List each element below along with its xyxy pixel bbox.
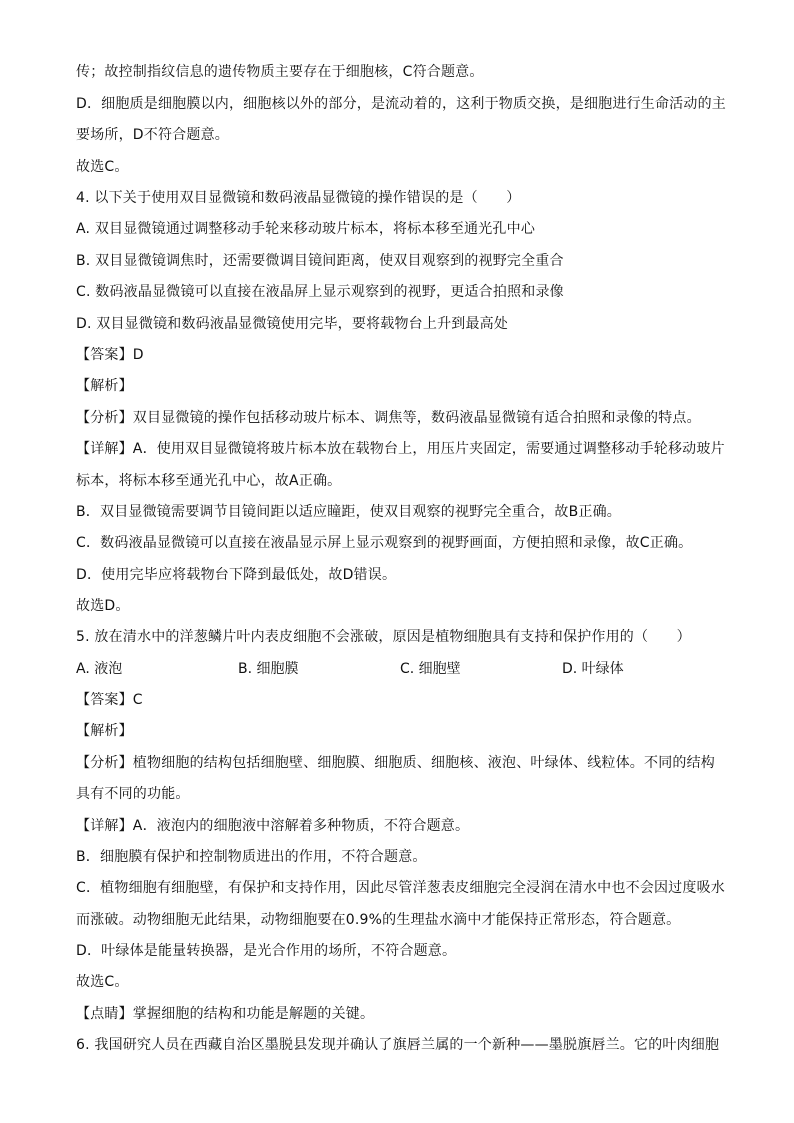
analysis-label: 【解析】 <box>76 723 133 739</box>
question-6-stem: 6. 我国研究人员在西藏自治区墨脱县发现并确认了旗唇兰属的一个新种——墨脱旗唇兰。它的叶肉细胞 <box>76 1037 720 1053</box>
text-line: 故选C。 <box>76 159 129 175</box>
text-line: 【点睛】掌握细胞的结构和功能是解题的关键。 <box>76 1006 375 1022</box>
question-5-option-a: A. 液泡 <box>76 661 123 677</box>
text-line: C．数码液晶显微镜可以直接在液晶显示屏上显示观察到的视野画面，方便拍照和录像，故C正确。 <box>76 535 693 551</box>
text-line: 【详解】A．液泡内的细胞液中溶解着多种物质，不符合题意。 <box>76 818 470 834</box>
answer-label: 【答案】C <box>76 692 143 708</box>
answer-label: 【答案】D <box>76 347 144 363</box>
text-line: 【分析】植物细胞的结构包括细胞壁、细胞膜、细胞质、细胞核、液泡、叶绿体、线粒体。不同的结构 <box>76 755 715 771</box>
analysis-label: 【解析】 <box>76 378 133 394</box>
text-line: 【分析】双目显微镜的操作包括移动玻片标本、调焦等，数码液晶显微镜有适合拍照和录像的特点。 <box>76 410 701 426</box>
text-line: 故选D。 <box>76 598 130 614</box>
question-5-option-d: D. 叶绿体 <box>562 661 624 677</box>
text-line: B．双目显微镜需要调节目镜间距以适应瞳距，使双目观察的视野完全重合，故B正确。 <box>76 504 622 520</box>
text-line: B．细胞膜有保护和控制物质进出的作用，不符合题意。 <box>76 849 427 865</box>
text-line: D．使用完毕应将载物台下降到最低处，故D错误。 <box>76 567 397 583</box>
question-4-option-a: A. 双目显微镜通过调整移动手轮来移动玻片标本，将标本移至通光孔中心 <box>76 221 536 237</box>
question-5-option-c: C. 细胞壁 <box>400 661 461 677</box>
question-4-option-d: D. 双目显微镜和数码液晶显微镜使用完毕，要将载物台上升到最高处 <box>76 316 509 332</box>
question-4-option-c: C. 数码液晶显微镜可以直接在液晶屏上显示观察到的视野，更适合拍照和录像 <box>76 284 564 300</box>
text-line: 传；故控制指纹信息的遗传物质主要存在于细胞核，C符合题意。 <box>76 64 484 80</box>
text-line: 而涨破。动物细胞无此结果，动物细胞要在0.9%的生理盐水滴中才能保持正常形态，符合题意。 <box>76 912 681 928</box>
text-line: 故选C。 <box>76 974 129 990</box>
question-4-option-b: B. 双目显微镜调焦时，还需要微调目镜间距离，使双目观察到的视野完全重合 <box>76 253 564 269</box>
text-line: 具有不同的功能。 <box>76 786 190 802</box>
text-line: 要场所，D不符合题意。 <box>76 127 229 143</box>
question-5-options <box>76 659 722 679</box>
text-line: C．植物细胞有细胞壁，有保护和支持作用，因此尽管洋葱表皮细胞完全浸润在清水中也不会因过度吸水 <box>76 880 725 896</box>
text-line: D．细胞质是细胞膜以内，细胞核以外的部分，是流动着的，这利于物质交换，是细胞进行生命活动的主 <box>76 96 726 112</box>
question-4-stem: 4. 以下关于使用双目显微镜和数码液晶显微镜的操作错误的是（ ） <box>76 190 521 206</box>
question-5-option-b: B. 细胞膜 <box>238 661 299 677</box>
text-line: 【详解】A．使用双目显微镜将玻片标本放在载物台上，用压片夹固定，需要通过调整移动手轮移动玻片 <box>76 441 725 457</box>
question-5-stem: 5. 放在清水中的洋葱鳞片叶内表皮细胞不会涨破，原因是植物细胞具有支持和保护作用的（ ） <box>76 629 691 645</box>
text-line: 标本，将标本移至通光孔中心，故A正确。 <box>76 473 342 489</box>
text-line: D．叶绿体是能量转换器，是光合作用的场所，不符合题意。 <box>76 943 457 959</box>
